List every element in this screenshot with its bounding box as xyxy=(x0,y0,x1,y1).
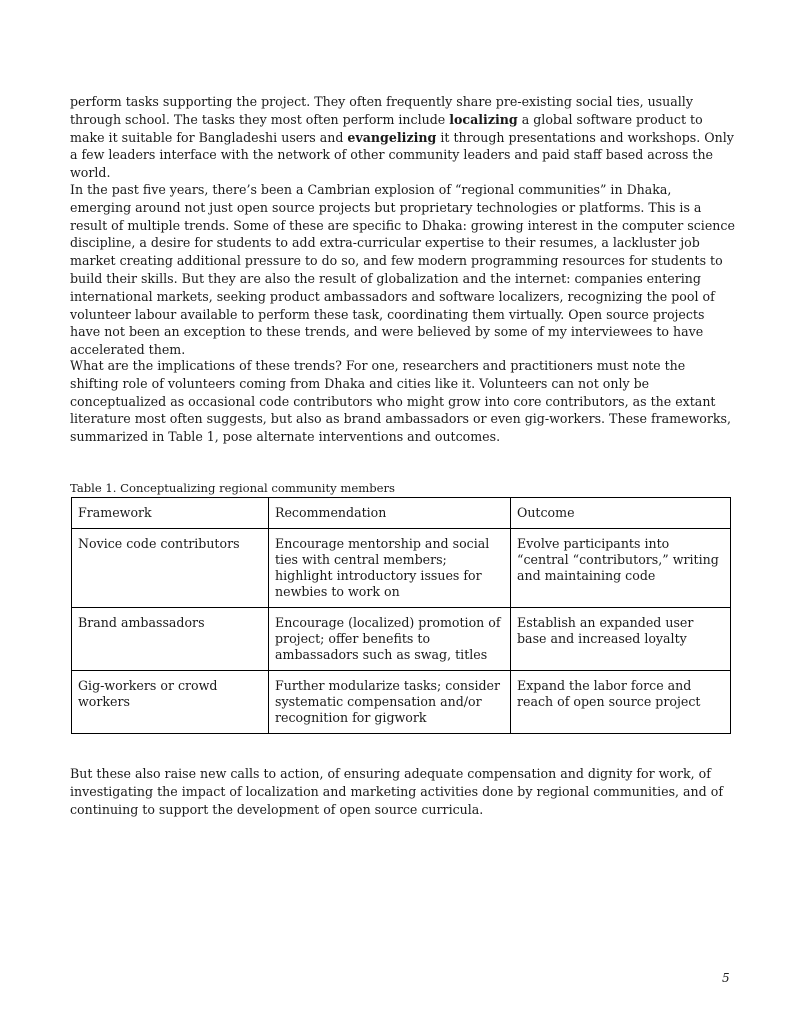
table-row xyxy=(72,608,731,671)
body-paragraph: But these also raise new calls to action, of ensuring adequate compensation and dignity for work, of investigating the impact of localization and marketing activities done by regional communities, and of continuing to support the development of open source curricula. xyxy=(70,766,723,817)
table-cell: Novice code contributors xyxy=(72,529,269,608)
column-header: Framework xyxy=(72,498,269,529)
table-cell: Brand ambassadors xyxy=(72,608,269,671)
bold-term-evangelizing: evangelizing xyxy=(347,129,437,145)
column-header: Outcome xyxy=(511,498,731,529)
body-paragraph: What are the implications of these trends? For one, researchers and practitioners must note the shifting role of volunteers coming from Dhaka and cities like it. Volunteers can not only be conceptualized as occasional code contributors who might grow into core contributors, as the extant literature most often suggests, but also as brand ambassadors or even gig-workers. These frameworks, summarized in Table 1, pose alternate interventions and outcomes. xyxy=(70,358,732,445)
table-cell: Evolve participants into “central “contributors,” writing and maintaining code xyxy=(511,529,731,608)
table-cell: Gig-workers or crowd workers xyxy=(72,671,269,734)
table-row xyxy=(72,671,731,734)
frameworks-table xyxy=(71,497,731,734)
paragraph-text: perform tasks supporting the project. They often frequently share pre-existing social ties, usually through school. The tasks they most often perform include xyxy=(70,94,693,127)
table-cell: Expand the labor force and reach of open source project xyxy=(511,671,731,734)
body-paragraph: In the past five years, there’s been a Cambrian explosion of “regional communities” in Dhaka, emerging around not just open source projects but proprietary technologies or platforms. This is a result of multiple trends. Some of these are specific to Dhaka: growing interest in the computer science discipline, a desire for students to add extra-curricular expertise to their resumes, a lackluster job market creating additional pressure to do so, and few modern programming resources for students to build their skills. But they are also the result of globalization and the internet: companies entering international markets, seeking product ambassadors and software localizers, recognizing the pool of volunteer labour available to perform these task, coordinating them virtually. Open source projects have not been an exception to these trends, and were believed by some of my interviewees to have accelerated them. xyxy=(70,182,735,358)
paragraph-text: a global software product to make it suitable for Bangladeshi users and xyxy=(70,111,703,145)
table-cell: Encourage (localized) promotion of project; offer benefits to ambassadors such as swag, titles xyxy=(269,608,511,671)
table-caption: Table 1. Conceptualizing regional community members xyxy=(70,481,396,495)
table-cell: Further modularize tasks; consider systematic compensation and/or recognition for gigwork xyxy=(269,671,511,734)
column-header: Recommendation xyxy=(269,498,511,529)
table-cell: Establish an expanded user base and increased loyalty xyxy=(511,608,731,671)
body-paragraph xyxy=(70,93,735,182)
table-header-row xyxy=(72,498,731,529)
paragraph-text: it through presentations and workshops. Only a few leaders interface with the network of other community leaders and paid staff based across the world. xyxy=(70,129,734,181)
table-row xyxy=(72,529,731,608)
bold-term-localizing: localizing xyxy=(449,111,518,127)
page-number: 5 xyxy=(722,971,730,985)
table-cell: Encourage mentorship and social ties with central members; highlight introductory issues for newbies to work on xyxy=(269,529,511,608)
